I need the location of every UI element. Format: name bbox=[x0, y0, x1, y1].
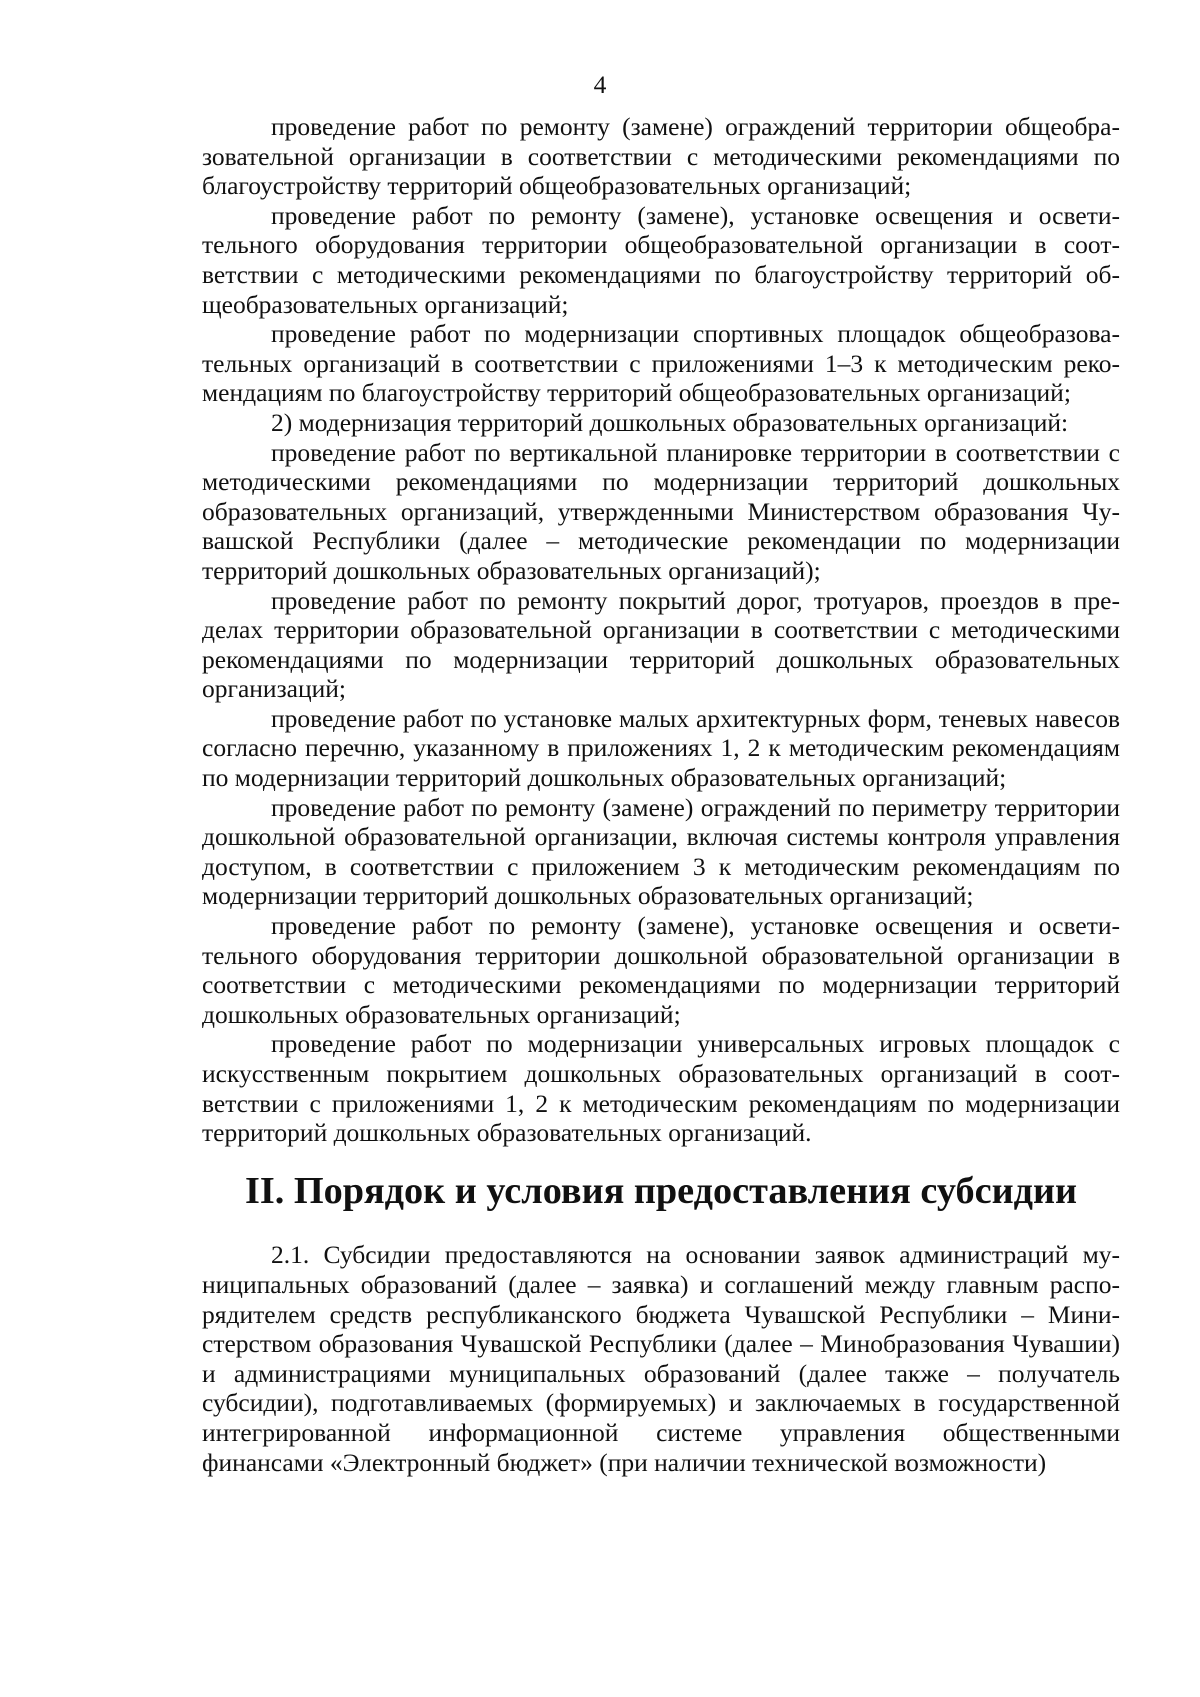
paragraph-subsidy-basis: 2.1. Субсидии предоставляются на основании заявок администраций муниципальных образований (далее – заявка) и соглашений между главным распорядителем средств республиканского бюджета Чувашской Республики – Министерством образования Чувашской Республики (далее – Минобразования Чувашии) и администрациями муниципальных образований (далее также – получатель субсидии), подготавливаемых (формируемых) и заключаемых в государственной интегрированной информационной системе управления общественными финансами «Электронный бюджет» (при наличии технической возможности) bbox=[202, 1240, 1120, 1477]
paragraph-preschool-modernization: 2) модернизация территорий дошкольных образовательных организаций: bbox=[271, 407, 1069, 437]
section-heading: II. Порядок и условия предоставления субсидии bbox=[244, 1169, 1078, 1212]
paragraph-vertical-planning: проведение работ по вертикальной планировке территории в соответствии с методическими рекомендациями по модернизации территорий дошкольных образовательных организаций, утвержденными Министерством образования Чувашской Республики (далее – методические рекомендации по модернизации территорий дошкольных образовательных организаций); bbox=[202, 437, 1120, 585]
paragraph-small-architecture: проведение работ по установке малых архитектурных форм, теневых навесов согласно перечню, указанному в приложениях 1, 2 к методическим рекомендациям по модернизации территорий дошкольных образовательных организаций; bbox=[202, 703, 1120, 793]
paragraph-lighting-preschool: проведение работ по ремонту (замене), установке освещения и осветительного оборудования территории дошкольной образовательной организации в соответствии с методическими рекомендациями по модернизации территорий дошкольных образовательных организаций; bbox=[202, 911, 1120, 1029]
paragraph-road-repair: проведение работ по ремонту покрытий дорог, тротуаров, проездов в пределах территории образовательной организации в соответствии с методическими рекомендациями по модернизации территорий дошкольных образовательных организаций; bbox=[202, 585, 1120, 704]
paragraph-perimeter-fence: проведение работ по ремонту (замене) ограждений по периметру территории дошкольной образовательной организации, включая системы контроля управления доступом, в соответствии с приложением 3 к методическим рекомендациям по модернизации территорий дошкольных образовательных организаций; bbox=[202, 792, 1120, 911]
paragraph-lighting-school: проведение работ по ремонту (замене), установке освещения и осветительного оборудования территории общеобразовательной организации в соответствии с методическими рекомендациями по благоустройству территорий общеобразовательных организаций; bbox=[202, 200, 1120, 319]
paragraph-fence-repair: проведение работ по ремонту (замене) ограждений территории общеобразовательной организации в соответствии с методическими рекомендациями по благоустройству территорий общеобразовательных организаций; bbox=[202, 112, 1120, 201]
paragraph-sports-grounds: проведение работ по модернизации спортивных площадок общеобразовательных организаций в соответствии с приложениями 1–3 к методическим рекомендациям по благоустройству территорий общеобразовательных организаций; bbox=[202, 319, 1120, 408]
page-number: 4 bbox=[593, 70, 607, 99]
paragraph-playgrounds: проведение работ по модернизации универсальных игровых площадок с искусственным покрытием дошкольных образовательных организаций в соответствии с приложениями 1, 2 к методическим рекомендациям по модернизации территорий дошкольных образовательных организаций. bbox=[202, 1029, 1120, 1148]
document-body bbox=[202, 112, 1120, 1477]
